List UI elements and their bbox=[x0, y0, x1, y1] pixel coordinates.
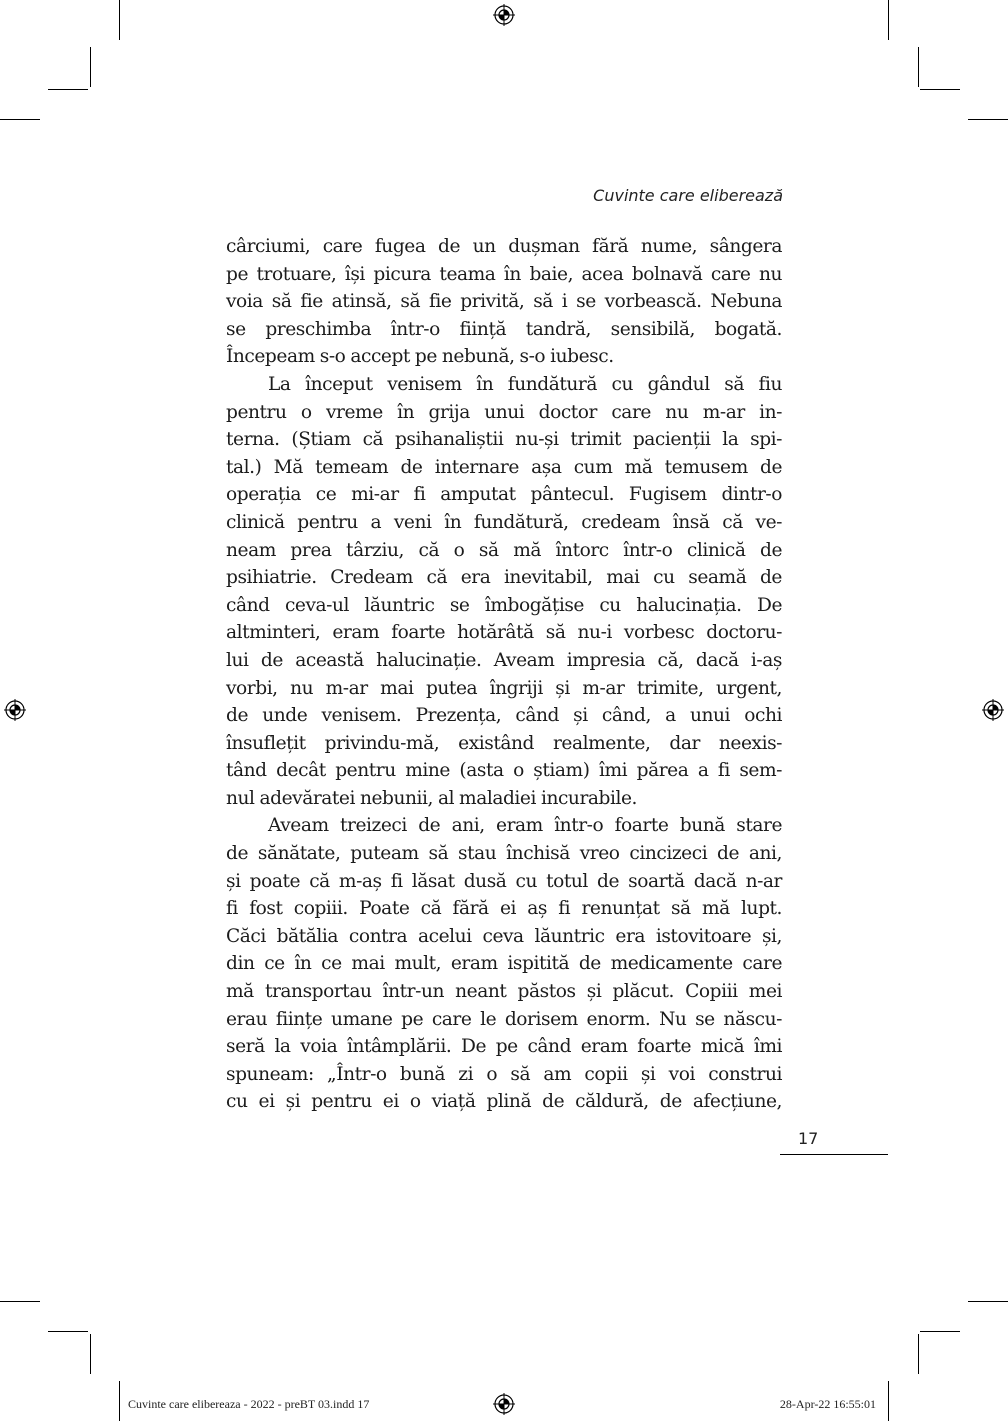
registration-mark-icon bbox=[982, 699, 1004, 721]
text-line: tal.) Mă temeam de internare așa cum mă temusem de bbox=[226, 456, 782, 478]
text-line: La început venisem în fundătură cu gândul să fiu bbox=[268, 373, 782, 395]
text-line: și poate că m-aș fi lăsat dusă cu totul de soartă dacă n-ar bbox=[226, 870, 782, 892]
text-line: fi fost copiii. Poate că fără ei aș fi renunțat să mă lupt. bbox=[226, 898, 782, 920]
crop-mark bbox=[48, 89, 88, 90]
text-line: neam prea târziu, că o să mă întorc într-o clinică de bbox=[226, 539, 782, 561]
registration-mark-icon bbox=[4, 699, 26, 721]
crop-mark bbox=[90, 47, 91, 87]
crop-mark bbox=[920, 89, 960, 90]
text-line: când ceva-ul lăuntric se îmbogățise cu halucinația. De bbox=[226, 594, 782, 616]
crop-mark bbox=[968, 119, 1008, 120]
text-line: cârciumi, care fugea de un dușman fără nume, sângera bbox=[226, 236, 782, 257]
crop-mark bbox=[90, 1334, 91, 1374]
text-line: mă transportau într-un neant păstos și plăcut. Copiii mei bbox=[226, 981, 782, 1003]
crop-mark bbox=[888, 1381, 889, 1421]
text-line: pentru o vreme în grija unui doctor care nu m-ar in- bbox=[226, 401, 782, 423]
text-line: erau ființe umane pe care le dorisem enorm. Nu se născu- bbox=[226, 1008, 782, 1030]
text-line: Aveam treizeci de ani, eram într-o foarte bună stare bbox=[268, 815, 782, 837]
text-line: seră la voia întâmplării. De pe când eram foarte mică îmi bbox=[226, 1036, 782, 1058]
text-line: terna. (Știam că psihanaliștii nu-și trimit pacienții la spi- bbox=[226, 429, 782, 451]
text-line: psihiatrie. Credeam că era inevitabil, mai cu seamă de bbox=[226, 567, 782, 589]
crop-mark bbox=[918, 47, 919, 87]
crop-mark bbox=[0, 119, 40, 120]
crop-mark bbox=[888, 0, 889, 40]
page-number-rule bbox=[780, 1154, 888, 1155]
crop-mark bbox=[918, 1334, 919, 1374]
slug-file-info: Cuvinte care elibereaza - 2022 - preBT 03.indd 17 bbox=[128, 1397, 370, 1411]
registration-mark-icon bbox=[493, 1393, 515, 1415]
text-line: spuneam: „Într-o bună zi o să am copii și voi construi bbox=[226, 1063, 782, 1085]
text-line: Căci bătălia contra acelui ceva lăuntric era istovitoare și, bbox=[226, 925, 782, 947]
page-number: 17 bbox=[798, 1129, 819, 1148]
crop-mark bbox=[920, 1331, 960, 1332]
crop-mark bbox=[48, 1331, 88, 1332]
crop-mark bbox=[0, 1301, 40, 1302]
text-line: vorbi, nu m-ar mai putea îngriji și m-ar trimite, urgent, bbox=[226, 677, 782, 699]
text-line: se preschimba într-o ființă tandră, sensibilă, bogată. bbox=[226, 318, 782, 340]
text-line: din ce în ce mai mult, eram ispitită de medicamente care bbox=[226, 953, 782, 975]
text-line: Începeam s-o accept pe nebună, s-o iubesc. bbox=[226, 346, 614, 368]
text-line: însuflețit privindu-mă, existând realmente, dar neexis- bbox=[226, 732, 782, 754]
text-line: nul adevăratei nebunii, al maladiei incurabile. bbox=[226, 787, 637, 809]
text-line: operația ce mi-ar fi amputat pântecul. Fugisem dintr-o bbox=[226, 484, 782, 506]
running-head: Cuvinte care eliberează bbox=[593, 186, 783, 205]
text-line: de sănătate, puteam să stau închisă vreo cincizeci de ani, bbox=[226, 843, 782, 865]
text-line: cu ei și pentru ei o viață plină de căldură, de afecțiune, bbox=[226, 1091, 782, 1113]
text-line: lui de această halucinație. Aveam impresia că, dacă i-aș bbox=[226, 649, 782, 671]
crop-mark bbox=[119, 1381, 120, 1421]
body-text bbox=[226, 233, 782, 1116]
text-line: clinică pentru a veni în fundătură, credeam însă că ve- bbox=[226, 511, 782, 533]
text-line: tând decât pentru mine (asta o știam) îmi părea a fi sem- bbox=[226, 760, 782, 782]
crop-mark bbox=[119, 0, 120, 40]
crop-mark bbox=[968, 1301, 1008, 1302]
text-line: de unde venisem. Prezența, când și când, a unui ochi bbox=[226, 705, 782, 727]
text-line: pe trotuare, își picura teama în baie, acea bolnavă care nu bbox=[226, 263, 782, 285]
text-line: altminteri, eram foarte hotărâtă să nu-i vorbesc doctoru- bbox=[226, 622, 782, 644]
registration-mark-icon bbox=[493, 4, 515, 26]
text-line: voia să fie atinsă, să fie privită, să i se vorbească. Nebuna bbox=[226, 291, 782, 313]
slug-datetime: 28-Apr-22 16:55:01 bbox=[779, 1397, 876, 1411]
